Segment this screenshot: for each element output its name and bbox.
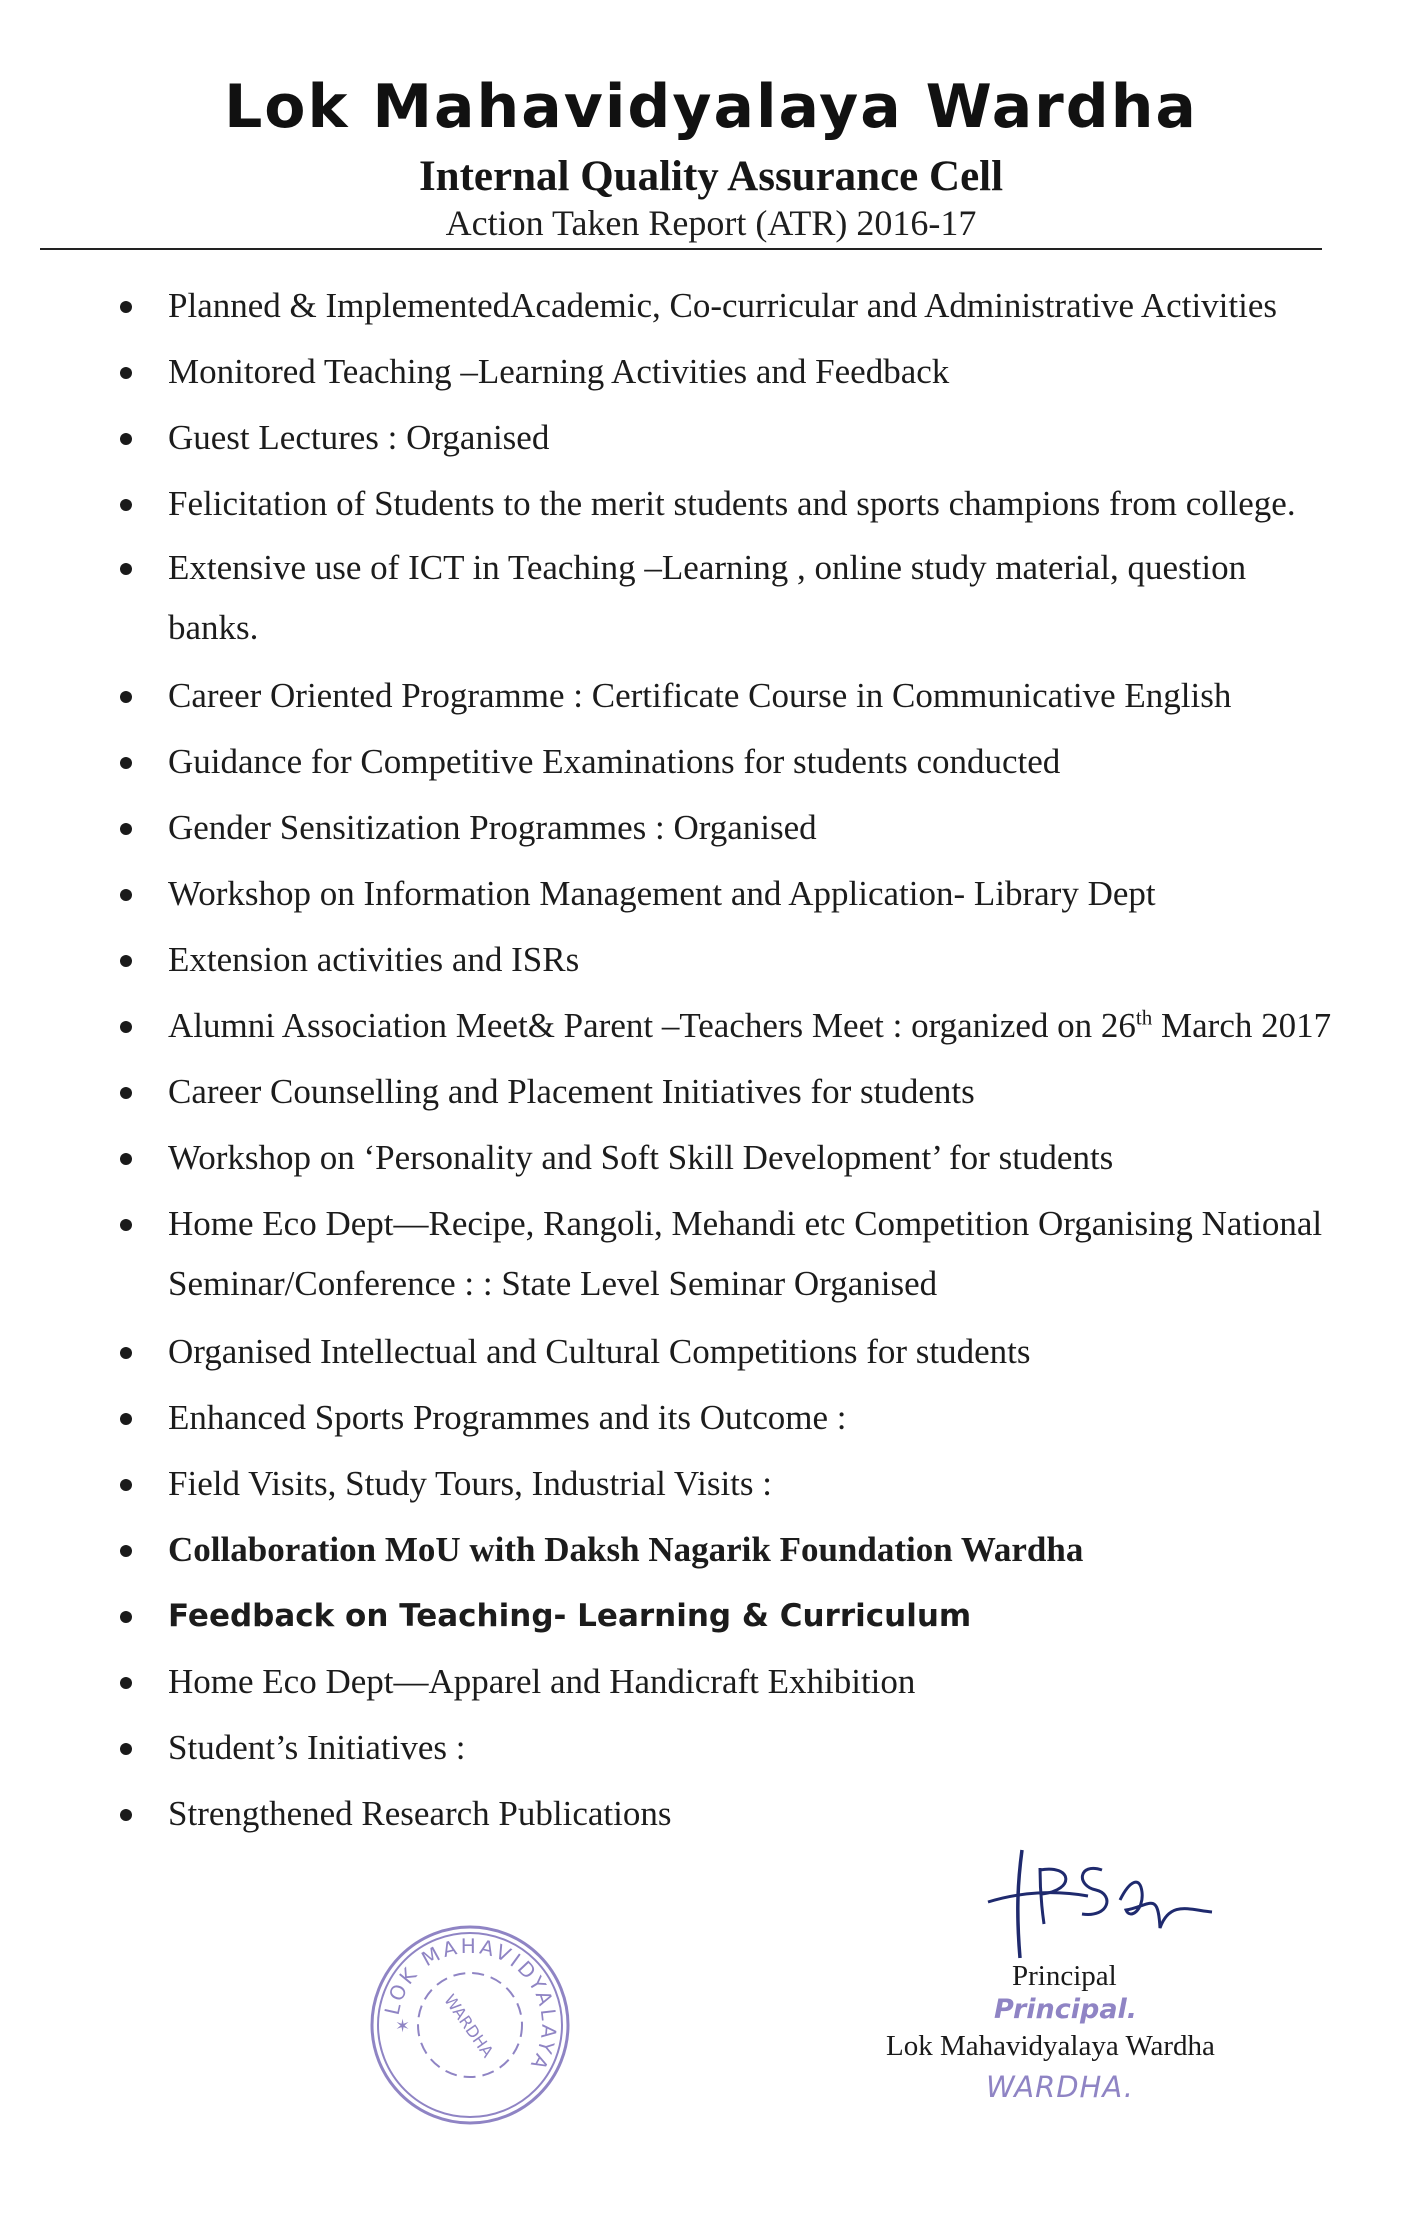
bullet-icon [120,1413,132,1425]
college-seal-icon [365,1920,575,2130]
list-item-text: Enhanced Sports Programmes and its Outcome : [168,1398,847,1437]
superscript: th [1135,1005,1153,1030]
bullet-icon [120,1219,132,1231]
list-item-text-continuation: banks. [168,608,259,647]
list-item-text: Guidance for Competitive Examinations for students conducted [168,742,1061,781]
list-item-text: Student’s Initiatives : [168,1728,466,1767]
list-item-text-main: Alumni Association Meet& Parent –Teachers Meet : organized on 26 [168,1006,1136,1045]
list-item-text-tail: March 2017 [1152,1006,1332,1045]
list-item-text: Planned & ImplementedAcademic, Co-curricular and Administrative Activities [168,286,1277,325]
bullet-icon [120,1021,132,1033]
list-item-text: Organised Intellectual and Cultural Competitions for students [168,1332,1031,1371]
bullet-icon [120,1347,132,1359]
bullet-icon [120,1743,132,1755]
bullet-icon [120,499,132,511]
list-item-text: Workshop on ‘Personality and Soft Skill Development’ for students [168,1138,1114,1177]
bullet-icon [120,691,132,703]
bullet-icon [120,1611,132,1623]
bullet-icon [120,889,132,901]
list-item-text: Extension activities and ISRs [168,940,580,979]
list-item-text: Gender Sensitization Programmes : Organised [168,808,817,847]
bullet-icon [120,955,132,967]
list-item-text-continuation: Seminar/Conference : : State Level Seminar Organised [168,1264,938,1303]
wardha-stamp-text: WARDHA. [986,2070,1134,2104]
list-item-text: Home Eco Dept—Recipe, Rangoli, Mehandi etc Competition Organising National [168,1204,1323,1243]
report-title: Action Taken Report (ATR) 2016-17 [445,203,977,243]
list-item-text: Monitored Teaching –Learning Activities and Feedback [168,352,950,391]
list-item-text: Career Oriented Programme : Certificate Course in Communicative English [168,676,1232,715]
principal-stamp-text: Principal. [994,1994,1138,2025]
svg-text:LOK MAHAVIDYALAYA [380,1934,562,2076]
list-item-text: Feedback on Teaching- Learning & Curriculum [168,1598,972,1634]
signature-icon [980,1840,1220,1970]
seal-star-icon: ✶ [395,2016,411,2037]
seal-inner-text: WARDHA [440,1990,498,2061]
principal-label: Principal [1012,1960,1117,1992]
header-divider [40,248,1322,250]
list-item-text: Field Visits, Study Tours, Industrial Visits : [168,1464,772,1503]
bullet-icon [120,1479,132,1491]
seal-ring-text: LOK MAHAVIDYALAYA [379,1933,562,2077]
signature-college-name: Lok Mahavidyalaya Wardha [886,2030,1215,2062]
list-item-text [168,996,1331,1056]
list-item-text: Collaboration MoU with Daksh Nagarik Foundation Wardha [168,1530,1084,1569]
college-name: Lok Mahavidyalaya Wardha [224,72,1198,142]
bullet-icon [120,757,132,769]
bullet-icon [120,1677,132,1689]
bullet-icon [120,1153,132,1165]
list-item-text: Felicitation of Students to the merit students and sports champions from college. [168,484,1296,523]
list-item-text: Workshop on Information Management and Application- Library Dept [168,874,1156,913]
bullet-icon [120,367,132,379]
bullet-icon [120,823,132,835]
list-item-text: Career Counselling and Placement Initiatives for students [168,1072,975,1111]
list-item-text: Home Eco Dept—Apparel and Handicraft Exhibition [168,1662,916,1701]
bullet-icon [120,1809,132,1821]
cell-name: Internal Quality Assurance Cell [418,153,1004,200]
bullet-icon [120,1545,132,1557]
list-item-text: Strengthened Research Publications [168,1794,672,1833]
bullet-icon [120,1087,132,1099]
list-item-text: Guest Lectures : Organised [168,418,550,457]
bullet-icon [120,301,132,313]
bullet-icon [120,563,132,575]
list-item-text: Extensive use of ICT in Teaching –Learning , online study material, question [168,548,1247,587]
bullet-icon [120,433,132,445]
